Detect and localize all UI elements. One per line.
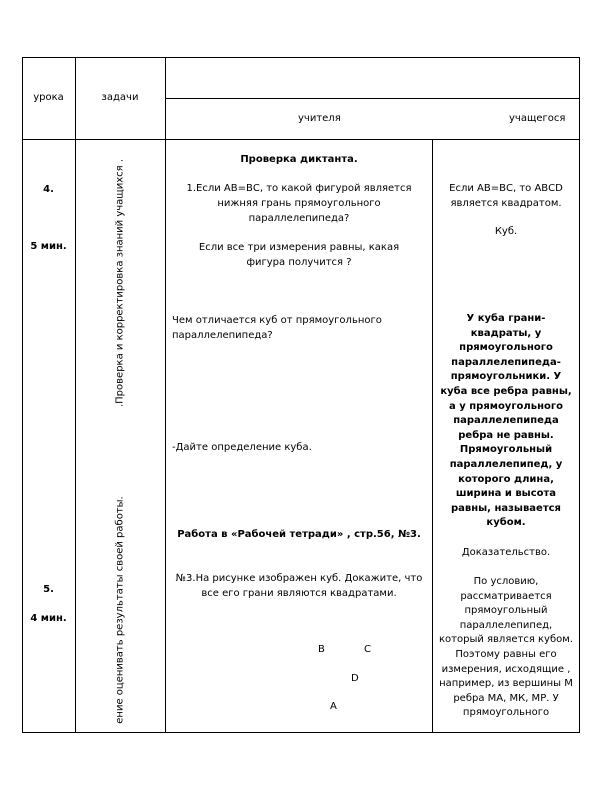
- stage-duration: 4 мин.: [30, 613, 67, 624]
- teacher-question-4: -Дайте определение куба.: [172, 442, 312, 453]
- table-border-bottom: [22, 732, 580, 733]
- table-border-right: [579, 57, 580, 733]
- student-answer-4: Доказательство.: [461, 547, 551, 558]
- header-bottom-line: [22, 139, 580, 140]
- teacher-question-1: 1.Если АВ=ВС, то какой фигурой является нижняя грань прямоугольного параллелепипеда?: [186, 183, 412, 224]
- teacher-heading-dictation: Проверка диктанта.: [240, 154, 358, 165]
- table-border-left: [22, 57, 23, 733]
- header-lesson-stage: урока: [33, 92, 64, 103]
- figure-label-b: B: [318, 644, 325, 655]
- teacher-task-3: №3.На рисунке изображен куб. Докажите, что все его грани являются квадратами.: [175, 573, 423, 599]
- figure-label-a: A: [330, 701, 337, 712]
- figure-label-d: D: [351, 673, 359, 684]
- student-answer-2: Куб.: [494, 226, 518, 237]
- student-answer-5: По условию, рассматривается прямоугольный параллелепипед, который является кубом. Поэтому равны его измерения, исходящие , например, из вершины М ребра МА, МК, МР. У прямоугольного: [439, 576, 573, 719]
- header-subdivider: [165, 98, 580, 99]
- stage-number: 5.: [43, 584, 54, 595]
- header-tasks: задачи: [101, 92, 139, 103]
- stage-duration: 5 мин.: [30, 241, 67, 252]
- student-answer-1: Если АВ=ВС, то АВСD является квадратом.: [449, 183, 563, 209]
- teacher-question-3: Чем отличается куб от прямоугольного параллелепипеда?: [172, 315, 382, 341]
- table-border-top: [22, 57, 580, 58]
- teacher-heading-workbook: Работа в «Рабочей тетради» , стр.56, №3.: [177, 529, 421, 540]
- header-student-activity: учащегося: [509, 113, 566, 124]
- figure-label-c: C: [364, 644, 371, 655]
- stage-number: 4.: [43, 184, 54, 195]
- header-teacher-activity: учителя: [298, 113, 341, 124]
- teacher-question-2: Если все три измерения равны, какая фигура получится ?: [198, 242, 400, 268]
- stage-task-vertical: .Проверка и корректировка знаний учащихся .: [114, 158, 126, 408]
- stage-task-vertical: ение оценивать результаты своей работы.: [114, 496, 126, 724]
- student-answer-3: У куба грани-квадраты, у прямоугольного параллелепипеда-прямоугольники. У куба все ребра равны, а у прямоугольного параллелепипеда ребра не равны. Прямоугольный параллелепипед, у которого длина, ширина и высота равны, называется кубом.: [440, 313, 572, 529]
- col-divider-1: [75, 57, 76, 733]
